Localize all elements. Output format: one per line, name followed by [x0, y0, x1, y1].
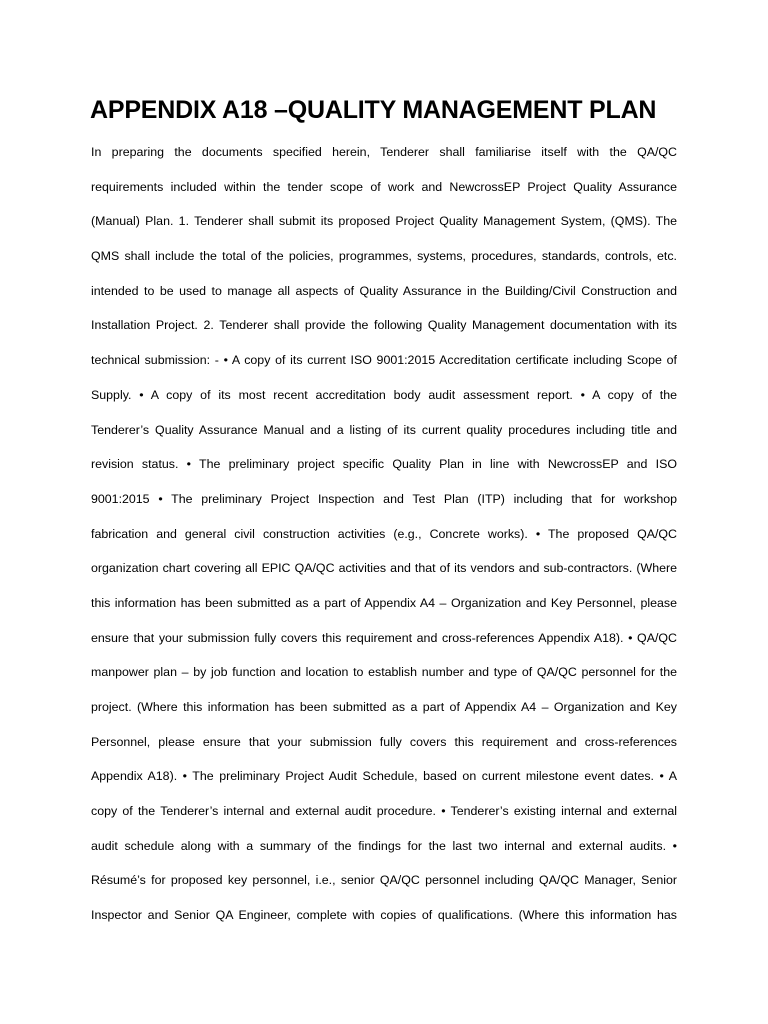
text-line: manpower plan – by job function and location to establish number and type of QA/QC personnel for the [91, 665, 677, 680]
text-line: Installation Project. 2. Tenderer shall provide the following Quality Management documentation with its [91, 318, 677, 333]
text-line: intended to be used to manage all aspects of Quality Assurance in the Building/Civil Construction and [91, 283, 677, 298]
text-line: 9001:2015 • The preliminary Project Inspection and Test Plan (ITP) including that for workshop [91, 491, 677, 506]
text-line: (Manual) Plan. 1. Tenderer shall submit its proposed Project Quality Management System, (QMS). The [91, 214, 677, 229]
text-line: project. (Where this information has been submitted as a part of Appendix A4 – Organization and Key [91, 700, 677, 714]
text-line: Résumé’s for proposed key personnel, i.e., senior QA/QC personnel including QA/QC Manager, Senior [91, 873, 677, 888]
text-line: revision status. • The preliminary project specific Quality Plan in line with NewcrossEP and ISO [91, 457, 677, 472]
text-line: fabrication and general civil construction activities (e.g., Concrete works). • The proposed QA/QC [91, 526, 677, 541]
text-line: audit schedule along with a summary of the findings for the last two internal and external audits. • [91, 838, 677, 853]
text-line: copy of the Tenderer’s internal and external audit procedure. • Tenderer’s existing internal and external [91, 804, 677, 819]
text-line: Appendix A18). • The preliminary Project Audit Schedule, based on current milestone event dates. • A [91, 769, 677, 784]
text-line: QMS shall include the total of the policies, programmes, systems, procedures, standards, controls, etc. [91, 249, 677, 264]
text-line: ensure that your submission fully covers this requirement and cross-references Appendix A18). • QA/QC [91, 630, 677, 645]
text-line: Inspector and Senior QA Engineer, complete with copies of qualifications. (Where this information has [91, 908, 677, 923]
text-line: organization chart covering all EPIC QA/QC activities and that of its vendors and sub-contractors. (Where [91, 561, 677, 576]
text-line: requirements included within the tender scope of work and NewcrossEP Project Quality Assurance [91, 179, 677, 194]
text-line: In preparing the documents specified herein, Tenderer shall familiarise itself with the QA/QC [91, 145, 677, 159]
text-line: Supply. • A copy of its most recent accreditation body audit assessment report. • A copy of the [91, 387, 677, 402]
text-line: technical submission: - • A copy of its current ISO 9001:2015 Accreditation certificate including Scope of [91, 353, 677, 368]
text-line: this information has been submitted as a part of Appendix A4 – Organization and Key Personnel, please [91, 595, 677, 610]
page-title: APPENDIX A18 –QUALITY MANAGEMENT PLAN [90, 96, 657, 124]
text-line: Personnel, please ensure that your submission fully covers this requirement and cross-references [91, 734, 677, 749]
body-paragraph [91, 135, 677, 933]
text-line: Tenderer’s Quality Assurance Manual and a listing of its current quality procedures including title and [91, 422, 677, 437]
